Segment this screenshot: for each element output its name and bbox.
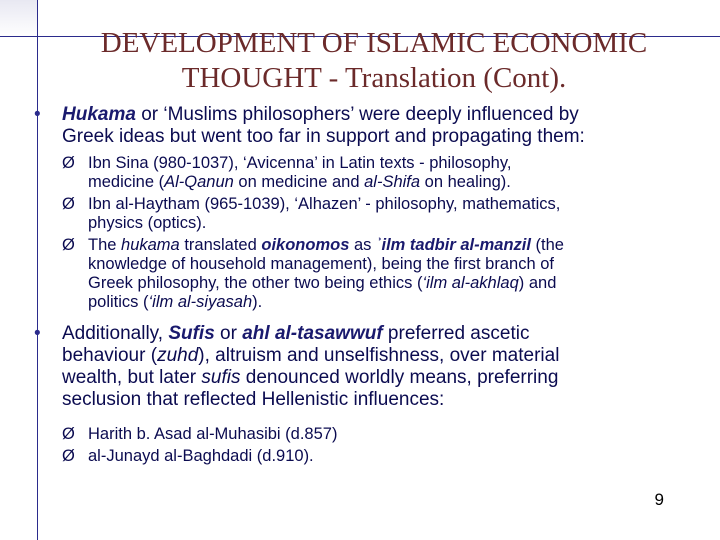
bullet-line: [62, 345, 714, 367]
term-ilm-tadbir: ʾilm tadbir al-manzil: [376, 236, 531, 254]
arrow-bullet-icon: Ø: [62, 447, 75, 465]
term-oikonomos: oikonomos: [261, 236, 350, 254]
term-zuhd: zuhd: [157, 345, 199, 366]
page-number: 9: [654, 490, 664, 509]
text-run: ) and: [518, 274, 557, 292]
bullet-item-hukama: [34, 104, 714, 148]
sub-item-oikonomos: [34, 236, 714, 312]
bullet-line: Greek ideas but went too far in support and propagating them:: [62, 126, 585, 147]
bullet-line: [62, 367, 714, 389]
term-hukama: Hukama: [62, 104, 136, 125]
text-run: ).: [252, 293, 263, 311]
sub-item-ibn-sina: [34, 154, 714, 192]
term-sufis: Sufis: [168, 323, 215, 344]
text-run: wealth, but later: [62, 367, 202, 388]
term-al-shifa: al-Shifa: [364, 173, 421, 191]
arrow-bullet-icon: Ø: [62, 154, 75, 172]
arrow-bullet-icon: Ø: [62, 236, 75, 254]
sub-line: [88, 173, 714, 192]
sub-line: Ibn Sina (980-1037), ‘Avicenna’ in Latin texts - philosophy,: [88, 154, 512, 172]
sub-line: Ibn al-Haytham (965-1039), ‘Alhazen’ - philosophy, mathematics,: [88, 195, 561, 213]
text-run: ), altruism and unselfishness, over material: [198, 345, 560, 366]
slide-body: [34, 104, 714, 469]
sub-line: al-Junayd al-Baghdadi (d.910).: [88, 447, 314, 465]
term-ilm-al-akhlaq: ‘ilm al-akhlaq: [422, 274, 519, 292]
bullet-line: [62, 323, 714, 345]
term-sufis-lower: sufis: [201, 367, 241, 388]
sub-line: physics (optics).: [88, 214, 207, 232]
bullet-icon: •: [34, 104, 41, 125]
sub-line: Harith b. Asad al-Muhasibi (d.857): [88, 425, 338, 443]
term-al-qanun: Al-Qanun: [164, 173, 234, 191]
text-run: on medicine and: [233, 173, 365, 191]
sub-line: [88, 274, 714, 293]
text-run: preferred ascetic: [382, 323, 530, 344]
text-run: (the: [530, 236, 564, 254]
term-ilm-al-siyasah: ‘ilm al-siyasah: [148, 293, 253, 311]
bullet-item-sufis: [34, 323, 714, 411]
text-run: denounced worldly means, preferring: [240, 367, 559, 388]
bullet-line: seclusion that reflected Hellenistic influences:: [62, 389, 445, 410]
text-run: as: [349, 236, 376, 254]
sub-line: [88, 236, 714, 255]
arrow-bullet-icon: Ø: [62, 425, 75, 443]
text-run: behaviour (: [62, 345, 158, 366]
text-run: medicine (: [88, 173, 165, 191]
arrow-bullet-icon: Ø: [62, 195, 75, 213]
sub-item-ibn-al-haytham: [34, 195, 714, 233]
sub-line: knowledge of household management), being the first branch of: [88, 255, 554, 273]
slide-title: [44, 26, 704, 96]
text-run: Additionally,: [62, 323, 169, 344]
bullet-line: [62, 104, 714, 126]
term-ahl-al-tasawwuf: ahl al-tasawwuf: [242, 323, 383, 344]
text-run: translated: [179, 236, 262, 254]
text-run: The: [88, 236, 122, 254]
bullet-icon: •: [34, 323, 41, 344]
corner-decoration: [0, 0, 37, 37]
sub-line: [88, 293, 714, 312]
title-line-2: THOUGHT - Translation (Cont).: [181, 62, 567, 94]
text-run: on healing).: [420, 173, 511, 191]
text-run: or: [214, 323, 243, 344]
sub-item-al-muhasibi: [34, 425, 714, 444]
text-run: or ‘Muslims philosophers’ were deeply influenced by: [135, 104, 579, 125]
term-hukama: hukama: [121, 236, 180, 254]
title-line-1: DEVELOPMENT OF ISLAMIC ECONOMIC: [100, 27, 648, 59]
text-run: Greek philosophy, the other two being ethics (: [88, 274, 423, 292]
text-run: politics (: [88, 293, 149, 311]
sub-item-al-junayd: [34, 447, 714, 466]
